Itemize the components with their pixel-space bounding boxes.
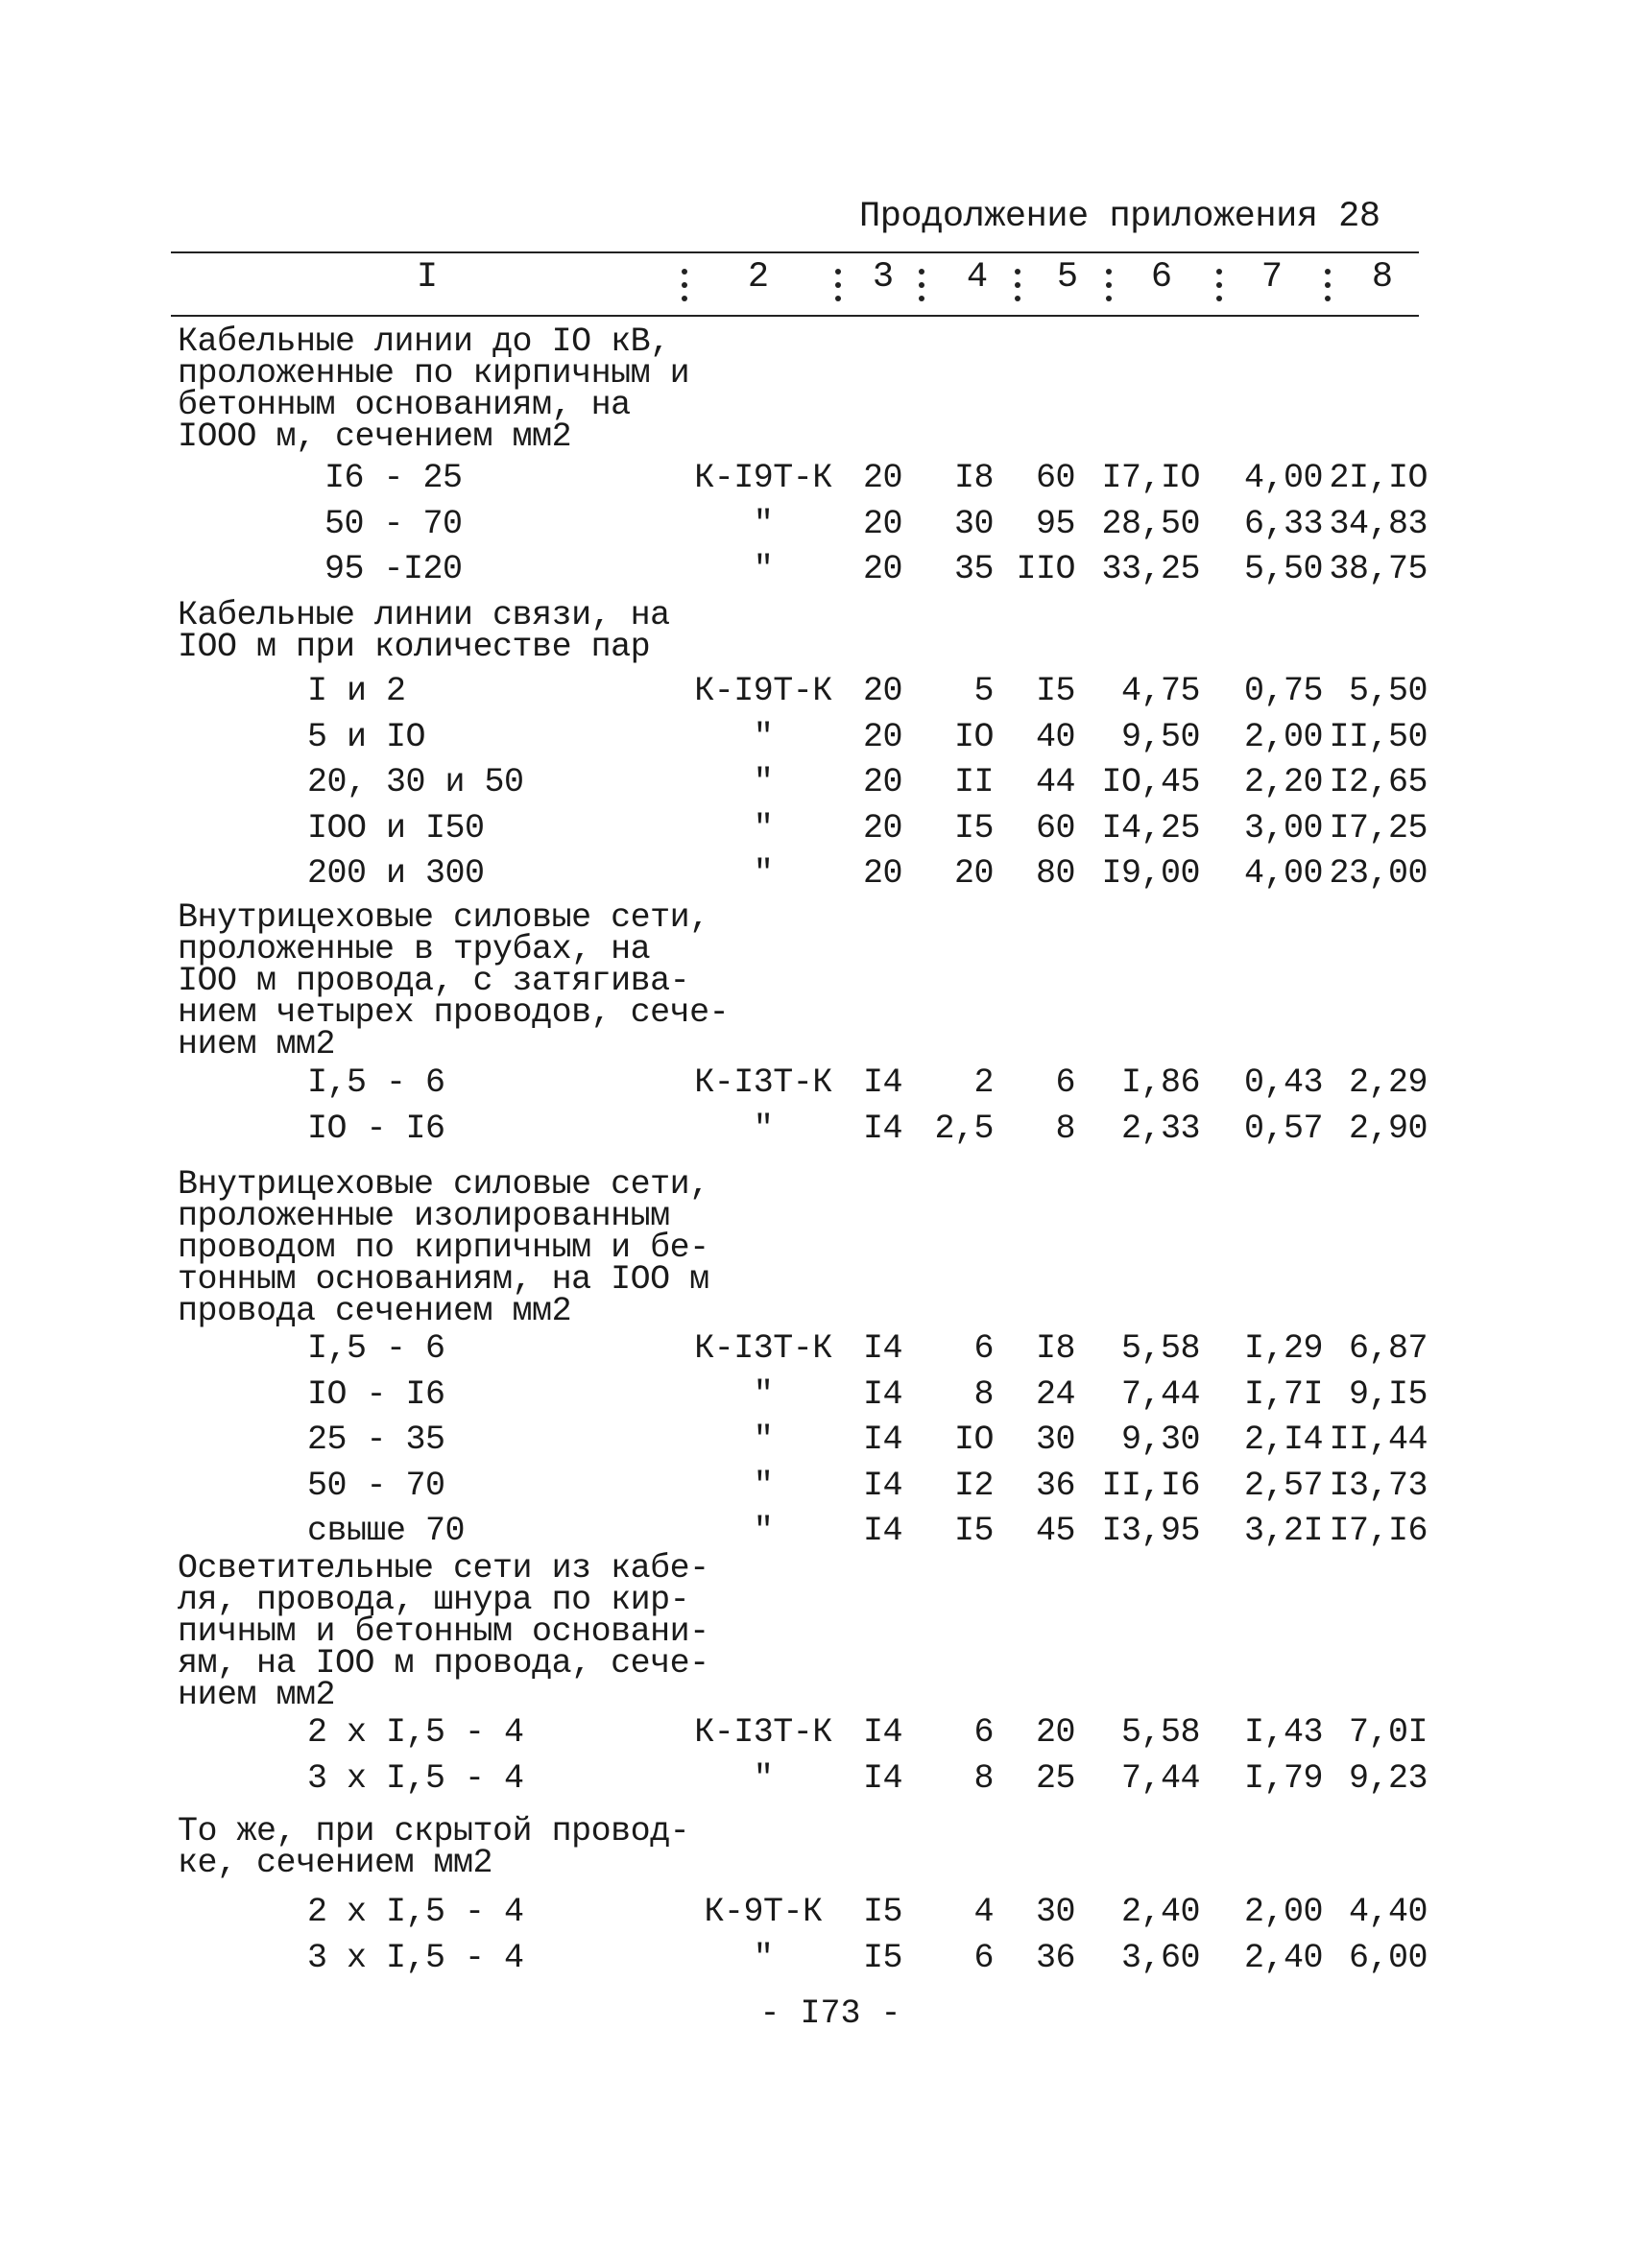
row-col8: 23,00 (1329, 854, 1428, 893)
row-col7: 2,00 (1243, 717, 1323, 756)
row-label: I и 2 (307, 672, 406, 710)
row-col7: 4,00 (1243, 459, 1323, 497)
row-col3: 20 (862, 763, 902, 801)
section-title-line: ке, сечением мм2 (178, 1844, 493, 1882)
row-col3: 20 (862, 717, 902, 756)
row-col7: 0,43 (1243, 1063, 1323, 1102)
row-code: " (753, 1374, 774, 1414)
row-col6: 9,30 (1120, 1420, 1200, 1459)
row-label: IO - I6 (307, 1109, 445, 1148)
column-separator (917, 257, 924, 311)
row-label: 3 x I,5 - 4 (307, 1938, 524, 1977)
row-col6: 2,33 (1120, 1109, 1200, 1148)
row-col4: 6 (973, 1329, 994, 1368)
row-col8: 6,00 (1348, 1938, 1428, 1977)
row-label: 20, 30 и 50 (307, 763, 524, 801)
row-col8: 6,87 (1348, 1329, 1428, 1368)
row-col4: I2 (953, 1466, 994, 1505)
section-title-line: IOOO м, сечением мм2 (178, 418, 572, 456)
row-code: К-I3Т-К (694, 1329, 832, 1368)
row-col8: 2,90 (1348, 1109, 1428, 1148)
row-col7: 2,57 (1243, 1466, 1323, 1505)
row-code: К-I9Т-К (694, 459, 832, 497)
row-col7: I,79 (1243, 1758, 1323, 1798)
row-label: 200 и 300 (307, 854, 485, 893)
caption: Продолжение приложения 28 (859, 197, 1380, 237)
section-title-line: Осветительные сети из кабе- (178, 1549, 709, 1588)
row-col5: 30 (1035, 1420, 1075, 1459)
row-col6: 3,60 (1120, 1938, 1200, 1977)
row-col8: II,50 (1329, 717, 1428, 756)
section-title-line: То же, при скрытой провод- (178, 1812, 690, 1850)
row-col3: 20 (862, 504, 902, 543)
column-separator (680, 257, 687, 311)
row-code: К-I9Т-К (694, 672, 832, 710)
row-code: К-I3Т-К (694, 1713, 832, 1752)
row-col5: 45 (1035, 1512, 1075, 1550)
row-label: I,5 - 6 (307, 1329, 445, 1368)
row-col3: I4 (862, 1713, 902, 1752)
row-col6: 9,50 (1120, 717, 1200, 756)
section-title-line: нием четырех проводов, сече- (178, 993, 730, 1032)
column-separator (1104, 257, 1112, 311)
row-col3: I4 (862, 1329, 902, 1368)
row-col3: 20 (862, 672, 902, 710)
section-title-line: Внутрицеховые силовые сети, (178, 898, 709, 937)
row-label: 2 x I,5 - 4 (307, 1893, 524, 1931)
row-col8: 2I,IO (1329, 459, 1428, 497)
row-col8: 4,40 (1348, 1893, 1428, 1931)
row-col5: 60 (1035, 808, 1075, 848)
row-label: IO - I6 (307, 1374, 445, 1414)
section-title-line: проводом по кирпичным и бе- (178, 1229, 709, 1267)
row-col7: 0,75 (1243, 672, 1323, 710)
row-col4: 20 (953, 854, 994, 893)
section-title-line: провода сечением мм2 (178, 1292, 572, 1330)
column-header-6: 6 (1150, 257, 1173, 298)
row-col5: 6 (1055, 1063, 1075, 1102)
row-col8: I3,73 (1329, 1466, 1428, 1505)
row-col6: IO,45 (1101, 763, 1200, 801)
row-col8: 38,75 (1329, 550, 1428, 588)
row-col3: I5 (862, 1938, 902, 1977)
row-col4: 30 (953, 504, 994, 543)
section-title-line: проложенные по кирпичным и (178, 354, 690, 393)
column-header-4: 4 (966, 257, 989, 298)
row-col7: 2,I4 (1243, 1420, 1323, 1459)
column-header-5: 5 (1056, 257, 1079, 298)
row-label: 2 x I,5 - 4 (307, 1713, 524, 1752)
row-code: " (753, 504, 774, 543)
row-col3: I4 (862, 1758, 902, 1798)
row-col7: 5,50 (1243, 550, 1323, 588)
row-code: " (753, 1758, 774, 1798)
row-col5: 60 (1035, 459, 1075, 497)
row-col4: 8 (973, 1374, 994, 1414)
column-separator (1323, 257, 1331, 311)
row-col6: I7,IO (1101, 459, 1200, 497)
row-col4: I8 (953, 459, 994, 497)
row-col6: 2,40 (1120, 1893, 1200, 1931)
row-col7: I,29 (1243, 1329, 1323, 1368)
row-code: К-I3Т-К (694, 1063, 832, 1102)
section-title-line: тонным основаниям, на IOO м (178, 1260, 709, 1299)
row-col4: I5 (953, 1512, 994, 1550)
row-col4: 35 (953, 550, 994, 588)
row-col5: 24 (1035, 1374, 1075, 1414)
row-col4: 6 (973, 1713, 994, 1752)
row-col5: 8 (1055, 1109, 1075, 1148)
section-title-line: проложенные изолированным (178, 1197, 670, 1235)
row-col8: 9,23 (1348, 1758, 1428, 1798)
row-col8: 7,0I (1348, 1713, 1428, 1752)
section-title-line: проложенные в трубах, на (178, 930, 651, 968)
row-col7: 0,57 (1243, 1109, 1323, 1148)
row-col3: I5 (862, 1893, 902, 1931)
section-title-line: нием мм2 (178, 1025, 336, 1063)
row-col5: 80 (1035, 854, 1075, 893)
column-header-7: 7 (1260, 257, 1284, 298)
column-separator (833, 257, 841, 311)
page-number: - I73 - (759, 1994, 901, 2033)
row-col4: II (953, 763, 994, 801)
row-col6: 4,75 (1120, 672, 1200, 710)
row-col8: 34,83 (1329, 504, 1428, 543)
row-label: I6 - 25 (324, 459, 463, 497)
row-code: " (753, 717, 774, 756)
column-header-8: 8 (1371, 257, 1394, 298)
row-col8: I2,65 (1329, 763, 1428, 801)
row-label: свыше 70 (307, 1512, 466, 1550)
row-col4: IO (953, 717, 994, 756)
row-col3: 20 (862, 459, 902, 497)
row-code: " (753, 808, 774, 848)
row-code: " (753, 763, 774, 801)
row-col3: 20 (862, 808, 902, 848)
row-col3: I4 (862, 1063, 902, 1102)
row-code: " (753, 1109, 774, 1148)
row-col7: 2,00 (1243, 1893, 1323, 1931)
row-col8: 2,29 (1348, 1063, 1428, 1102)
row-col4: 6 (973, 1938, 994, 1977)
row-col4: 2,5 (934, 1109, 994, 1148)
row-col6: 7,44 (1120, 1758, 1200, 1798)
row-col6: II,I6 (1101, 1466, 1200, 1505)
row-col5: 44 (1035, 763, 1075, 801)
row-col5: 95 (1035, 504, 1075, 543)
row-col3: I4 (862, 1512, 902, 1550)
row-col6: I9,00 (1101, 854, 1200, 893)
table-top-rule (171, 251, 1419, 253)
row-col5: 36 (1035, 1938, 1075, 1977)
row-code: " (753, 550, 774, 588)
row-code: " (753, 1420, 774, 1459)
row-col3: I4 (862, 1420, 902, 1459)
row-label: 5 и IO (307, 717, 426, 756)
row-col4: IO (953, 1420, 994, 1459)
row-col5: 25 (1035, 1758, 1075, 1798)
row-col5: I8 (1035, 1329, 1075, 1368)
section-title-line: ля, провода, шнура по кир- (178, 1581, 690, 1619)
row-col8: I7,25 (1329, 808, 1428, 848)
row-col6: 28,50 (1101, 504, 1200, 543)
row-col6: I3,95 (1101, 1512, 1200, 1550)
row-label: 50 - 70 (324, 504, 463, 543)
section-title-line: пичным и бетонным основани- (178, 1612, 709, 1651)
row-col5: 20 (1035, 1713, 1075, 1752)
row-col5: IIO (1016, 550, 1075, 588)
section-title-line: IOO м провода, с затягива- (178, 962, 690, 1000)
row-label: 50 - 70 (307, 1466, 445, 1505)
row-col8: 9,I5 (1348, 1374, 1428, 1414)
section-title-line: Внутрицеховые силовые сети, (178, 1165, 709, 1204)
column-header-1: I (416, 257, 439, 298)
row-col7: 2,20 (1243, 763, 1323, 801)
row-col5: 30 (1035, 1893, 1075, 1931)
row-col3: I4 (862, 1466, 902, 1505)
row-col3: 20 (862, 550, 902, 588)
row-col7: 2,40 (1243, 1938, 1323, 1977)
row-col6: 7,44 (1120, 1374, 1200, 1414)
row-col8: I7,I6 (1329, 1512, 1428, 1550)
section-title-line: IOO м при количестве пар (178, 628, 651, 666)
row-col6: 5,58 (1120, 1329, 1200, 1368)
row-code: " (753, 1512, 774, 1550)
row-col6: I,86 (1120, 1063, 1200, 1102)
row-col3: 20 (862, 854, 902, 893)
row-col4: 4 (973, 1893, 994, 1931)
row-code: К-9Т-К (704, 1893, 823, 1931)
row-code: " (753, 854, 774, 893)
row-col6: I4,25 (1101, 808, 1200, 848)
row-col7: 4,00 (1243, 854, 1323, 893)
row-col3: I4 (862, 1109, 902, 1148)
row-col7: 6,33 (1243, 504, 1323, 543)
row-col5: 36 (1035, 1466, 1075, 1505)
section-title-line: ям, на IOO м провода, сече- (178, 1644, 709, 1683)
row-col8: II,44 (1329, 1420, 1428, 1459)
row-col5: I5 (1035, 672, 1075, 710)
row-col3: I4 (862, 1374, 902, 1414)
row-col6: 33,25 (1101, 550, 1200, 588)
row-col7: 3,00 (1243, 808, 1323, 848)
column-separator (1013, 257, 1020, 311)
row-col5: 40 (1035, 717, 1075, 756)
row-col7: I,43 (1243, 1713, 1323, 1752)
row-col4: 2 (973, 1063, 994, 1102)
row-label: 3 x I,5 - 4 (307, 1758, 524, 1798)
column-separator (1214, 257, 1222, 311)
row-col7: I,7I (1243, 1374, 1323, 1414)
section-title-line: Кабельные линии связи, на (178, 596, 670, 634)
row-col4: I5 (953, 808, 994, 848)
row-label: 95 -I20 (324, 550, 463, 588)
section-title-line: нием мм2 (178, 1676, 336, 1714)
row-col4: 5 (973, 672, 994, 710)
row-col8: 5,50 (1348, 672, 1428, 710)
row-col4: 8 (973, 1758, 994, 1798)
row-col7: 3,2I (1243, 1512, 1323, 1550)
table-header-rule (171, 315, 1419, 317)
column-header-2: 2 (747, 257, 770, 298)
row-col6: 5,58 (1120, 1713, 1200, 1752)
row-label: 25 - 35 (307, 1420, 445, 1459)
column-header-3: 3 (872, 257, 895, 298)
row-label: I,5 - 6 (307, 1063, 445, 1102)
section-title-line: бетонным основаниям, на (178, 386, 631, 424)
row-code: " (753, 1466, 774, 1505)
row-code: " (753, 1938, 774, 1977)
section-title-line: Кабельные линии до IO кВ, (178, 322, 670, 361)
row-label: IOO и I50 (307, 808, 485, 848)
